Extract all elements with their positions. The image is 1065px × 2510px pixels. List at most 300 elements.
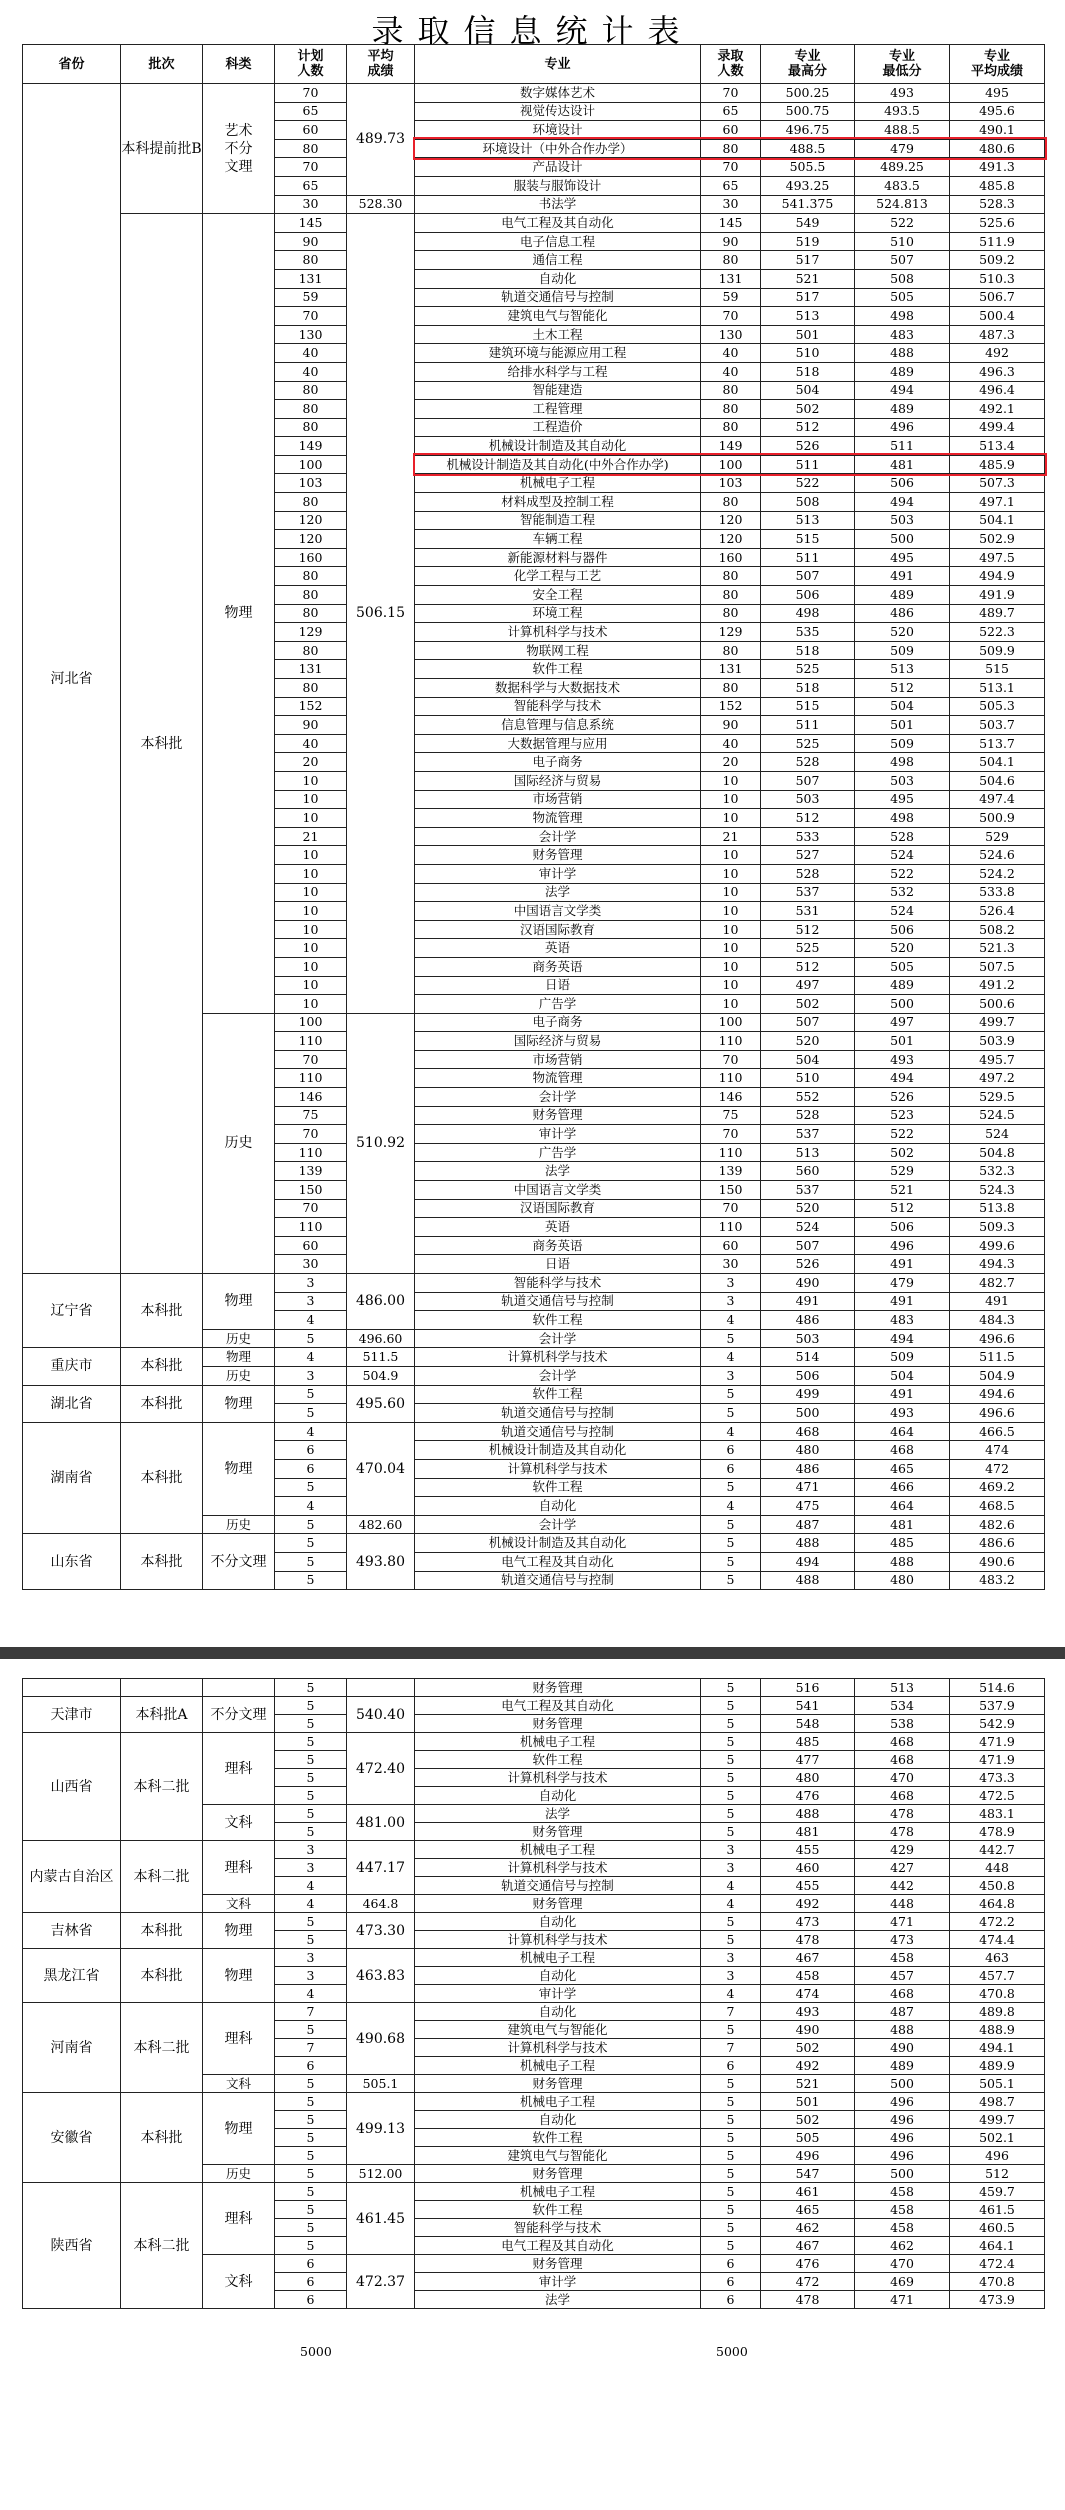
cell-major-avg-score: 496.3 — [950, 362, 1045, 381]
cell-major-avg-score: 485.8 — [950, 176, 1045, 195]
cell-max-score: 505 — [761, 2129, 855, 2147]
cell-max-score: 505.5 — [761, 158, 855, 177]
cell-max-score: 537 — [761, 1125, 855, 1144]
cell-max-score: 528 — [761, 753, 855, 772]
cell-plan-count: 110 — [275, 1143, 347, 1162]
cell-min-score: 429 — [855, 1841, 950, 1859]
cell-min-score: 494 — [855, 381, 950, 400]
cell-plan-count: 5 — [275, 2183, 347, 2201]
cell-plan-count: 3 — [275, 1366, 347, 1385]
cell-admitted-count: 10 — [701, 939, 761, 958]
cell-major: 信息管理与信息系统 — [415, 716, 701, 735]
cell-major: 通信工程 — [415, 251, 701, 270]
cell-major-avg-score: 471.9 — [950, 1733, 1045, 1751]
cell-plan-count: 6 — [275, 2255, 347, 2273]
cell-admitted-count: 129 — [701, 623, 761, 642]
cell-major-avg-score: 506.7 — [950, 288, 1045, 307]
cell-max-score: 485 — [761, 1733, 855, 1751]
cell-major-avg-score: 504.1 — [950, 511, 1045, 530]
cell-max-score: 455 — [761, 1877, 855, 1895]
cell-avg-score: 472.40 — [347, 1733, 415, 1805]
total-plan-count: 5000 — [300, 2344, 332, 2359]
cell-major: 视觉传达设计 — [415, 102, 701, 121]
cell-major-avg-score: 497.2 — [950, 1069, 1045, 1088]
cell-plan-count: 60 — [275, 121, 347, 140]
cell-max-score: 518 — [761, 679, 855, 698]
cell-province: 内蒙古自治区 — [23, 1841, 121, 1913]
cell-min-score: 528 — [855, 827, 950, 846]
cell-min-score: 485 — [855, 1534, 950, 1553]
cell-plan-count: 5 — [275, 1552, 347, 1571]
table-row — [23, 1422, 1045, 1441]
cell-category: 历史 — [203, 1329, 275, 1348]
cell-major: 工程管理 — [415, 400, 701, 419]
cell-min-score: 504 — [855, 1366, 950, 1385]
cell-admitted-count: 80 — [701, 493, 761, 512]
cell-major: 建筑电气与智能化 — [415, 2147, 701, 2165]
cell-plan-count: 70 — [275, 84, 347, 103]
cell-admitted-count: 110 — [701, 1218, 761, 1237]
cell-major: 会计学 — [415, 1515, 701, 1534]
cell-plan-count: 129 — [275, 623, 347, 642]
cell-major: 财务管理 — [415, 846, 701, 865]
cell-plan-count: 5 — [275, 2111, 347, 2129]
cell-max-score: 537 — [761, 1181, 855, 1200]
cell-batch: 本科提前批B — [121, 84, 203, 214]
cell-min-score: 501 — [855, 716, 950, 735]
cell-category: 物理 — [203, 2093, 275, 2165]
cell-major: 计算机科学与技术 — [415, 1769, 701, 1787]
cell-admitted-count: 110 — [701, 1032, 761, 1051]
cell-plan-count: 152 — [275, 697, 347, 716]
cell-admitted-count: 6 — [701, 1459, 761, 1478]
table-row — [23, 1348, 1045, 1367]
cell-avg-score: 510.92 — [347, 1013, 415, 1273]
cell-plan-count: 100 — [275, 455, 347, 474]
cell-admitted-count: 21 — [701, 827, 761, 846]
cell-category: 物理 — [203, 1422, 275, 1515]
cell-plan-count: 59 — [275, 288, 347, 307]
cell-max-score: 478 — [761, 2291, 855, 2309]
cell-max-score: 498 — [761, 604, 855, 623]
cell-admitted-count: 10 — [701, 902, 761, 921]
cell-province: 天津市 — [23, 1697, 121, 1733]
cell-max-score: 517 — [761, 288, 855, 307]
cell-min-score: 491 — [855, 1385, 950, 1404]
cell-plan-count: 80 — [275, 418, 347, 437]
cell-major-avg-score: 524.6 — [950, 846, 1045, 865]
cell-plan-count: 5 — [275, 2075, 347, 2093]
cell-admitted-count: 5 — [701, 2201, 761, 2219]
cell-province: 山西省 — [23, 1733, 121, 1841]
cell-avg-score: 461.45 — [347, 2183, 415, 2255]
cell-min-score: 458 — [855, 2201, 950, 2219]
cell-major: 智能制造工程 — [415, 511, 701, 530]
cell-plan-count: 120 — [275, 530, 347, 549]
cell-major: 审计学 — [415, 1985, 701, 2003]
cell-major-avg-score: 526.4 — [950, 902, 1045, 921]
cell-min-score: 487 — [855, 2003, 950, 2021]
cell-min-score: 506 — [855, 920, 950, 939]
cell-admitted-count: 5 — [701, 1913, 761, 1931]
cell-major-avg-score: 471.9 — [950, 1751, 1045, 1769]
page-divider — [0, 1647, 1065, 1659]
cell-admitted-count: 80 — [701, 418, 761, 437]
cell-max-score: 517 — [761, 251, 855, 270]
cell-max-score: 549 — [761, 214, 855, 233]
cell-category: 文科 — [203, 1805, 275, 1841]
cell-major-avg-score: 529.5 — [950, 1088, 1045, 1107]
cell-major: 机械电子工程 — [415, 2057, 701, 2075]
cell-min-score: 503 — [855, 511, 950, 530]
cell-plan-count: 40 — [275, 362, 347, 381]
cell-admitted-count: 70 — [701, 1050, 761, 1069]
cell-min-score: 470 — [855, 2255, 950, 2273]
cell-batch: 本科批 — [121, 2093, 203, 2183]
page-title: 录取信息统计表 — [371, 12, 694, 50]
cell-min-score: 494 — [855, 493, 950, 512]
cell-plan-count: 5 — [275, 2093, 347, 2111]
cell-major-avg-score: 513.1 — [950, 679, 1045, 698]
table-row — [23, 1679, 1045, 1697]
cell-max-score: 527 — [761, 846, 855, 865]
cell-min-score: 458 — [855, 2219, 950, 2237]
cell-min-score: 464 — [855, 1422, 950, 1441]
cell-avg-score: 528.30 — [347, 195, 415, 214]
cell-max-score: 502 — [761, 995, 855, 1014]
cell-admitted-count: 10 — [701, 995, 761, 1014]
cell-category: 历史 — [203, 2165, 275, 2183]
cell-major-avg-score: 495.6 — [950, 102, 1045, 121]
cell-min-score: 501 — [855, 1032, 950, 1051]
cell-major-avg-score: 497.5 — [950, 548, 1045, 567]
cell-category: 历史 — [203, 1515, 275, 1534]
cell-min-score: 521 — [855, 1181, 950, 1200]
cell-min-score: 532 — [855, 883, 950, 902]
cell-admitted-count: 7 — [701, 2003, 761, 2021]
cell-max-score: 465 — [761, 2201, 855, 2219]
cell-min-score: 491 — [855, 567, 950, 586]
cell-major-avg-score: 491.2 — [950, 976, 1045, 995]
cell-min-score: 493.5 — [855, 102, 950, 121]
cell-min-score: 489 — [855, 400, 950, 419]
cell-major: 财务管理 — [415, 2165, 701, 2183]
cell-batch: 本科二批 — [121, 1841, 203, 1913]
cell-admitted-count: 10 — [701, 771, 761, 790]
cell-major-avg-score: 504.6 — [950, 771, 1045, 790]
cell-major-avg-score: 533.8 — [950, 883, 1045, 902]
cell-admitted-count: 10 — [701, 883, 761, 902]
cell-plan-count: 4 — [275, 1895, 347, 1913]
cell-min-score: 488 — [855, 344, 950, 363]
cell-min-score: 498 — [855, 307, 950, 326]
cell-province: 黑龙江省 — [23, 1949, 121, 2003]
cell-province: 湖北省 — [23, 1385, 121, 1422]
cell-max-score: 515 — [761, 697, 855, 716]
cell-max-score: 500.75 — [761, 102, 855, 121]
cell-min-score: 468 — [855, 1733, 950, 1751]
cell-major: 产品设计 — [415, 158, 701, 177]
cell-plan-count: 6 — [275, 1441, 347, 1460]
cell-plan-count: 65 — [275, 176, 347, 195]
cell-max-score: 512 — [761, 418, 855, 437]
cell-max-score: 518 — [761, 362, 855, 381]
cell-major-avg-score: 511.9 — [950, 232, 1045, 251]
cell-plan-count: 10 — [275, 864, 347, 883]
cell-major: 软件工程 — [415, 1751, 701, 1769]
cell-major: 机械电子工程 — [415, 2093, 701, 2111]
cell-admitted-count: 10 — [701, 976, 761, 995]
cell-plan-count: 70 — [275, 1199, 347, 1218]
cell-major-avg-score: 528.3 — [950, 195, 1045, 214]
cell-admitted-count: 5 — [701, 1329, 761, 1348]
table-row — [23, 2183, 1045, 2201]
cell-min-score: 462 — [855, 2237, 950, 2255]
cell-major-avg-score: 487.3 — [950, 325, 1045, 344]
cell-major-avg-score: 491.9 — [950, 586, 1045, 605]
cell-admitted-count: 65 — [701, 102, 761, 121]
cell-plan-count: 30 — [275, 1255, 347, 1274]
cell-max-score: 501 — [761, 325, 855, 344]
cell-category: 历史 — [203, 1366, 275, 1385]
cell-major: 轨道交通信号与控制 — [415, 1404, 701, 1423]
cell-max-score: 521 — [761, 269, 855, 288]
cell-major-avg-score: 529 — [950, 827, 1045, 846]
cell-major-avg-score: 490.1 — [950, 121, 1045, 140]
cell-major-avg-score: 489.8 — [950, 2003, 1045, 2021]
cell-max-score: 531 — [761, 902, 855, 921]
cell-major-avg-score: 496.6 — [950, 1329, 1045, 1348]
cell-plan-count: 80 — [275, 400, 347, 419]
cell-major-avg-score: 494.3 — [950, 1255, 1045, 1274]
cell-major: 中国语言文学类 — [415, 1181, 701, 1200]
cell-major: 电气工程及其自动化 — [415, 1697, 701, 1715]
cell-plan-count: 5 — [275, 1931, 347, 1949]
table-row — [23, 1949, 1045, 1967]
cell-plan-count: 6 — [275, 2273, 347, 2291]
cell-max-score: 506 — [761, 586, 855, 605]
cell-min-score: 498 — [855, 809, 950, 828]
cell-max-score: 488 — [761, 1534, 855, 1553]
cell-admitted-count: 5 — [701, 2183, 761, 2201]
cell-admitted-count: 5 — [701, 1805, 761, 1823]
cell-min-score: 503 — [855, 771, 950, 790]
cell-min-score: 520 — [855, 623, 950, 642]
cell-category: 物理 — [203, 1385, 275, 1422]
cell-plan-count: 120 — [275, 511, 347, 530]
cell-max-score: 502 — [761, 2111, 855, 2129]
cell-province: 辽宁省 — [23, 1274, 121, 1348]
cell-plan-count: 150 — [275, 1181, 347, 1200]
cell-major: 审计学 — [415, 864, 701, 883]
cell-major-avg-score: 492 — [950, 344, 1045, 363]
cell-plan-count: 70 — [275, 1125, 347, 1144]
cell-major: 智能科学与技术 — [415, 1274, 701, 1293]
cell-max-score: 502 — [761, 400, 855, 419]
cell-major-avg-score: 448 — [950, 1859, 1045, 1877]
cell-min-score: 486 — [855, 604, 950, 623]
cell-max-score: 473 — [761, 1913, 855, 1931]
cell-min-score: 508 — [855, 269, 950, 288]
cell-min-score: 491 — [855, 1255, 950, 1274]
cell-major-avg-score: 464.1 — [950, 2237, 1045, 2255]
cell-max-score: 486 — [761, 1311, 855, 1330]
cell-admitted-count: 4 — [701, 1877, 761, 1895]
cell-max-score: 499 — [761, 1385, 855, 1404]
cell-plan-count: 110 — [275, 1069, 347, 1088]
cell-major-avg-score: 478.9 — [950, 1823, 1045, 1841]
header-batch: 批次 — [121, 45, 203, 84]
cell-major-avg-score: 498.7 — [950, 2093, 1045, 2111]
cell-avg-score: 470.04 — [347, 1422, 415, 1515]
cell-major-avg-score: 472 — [950, 1459, 1045, 1478]
cell-avg-score: 504.9 — [347, 1366, 415, 1385]
cell-province — [23, 1679, 121, 1697]
cell-max-score: 513 — [761, 1143, 855, 1162]
cell-major: 市场营销 — [415, 790, 701, 809]
table-row — [23, 1841, 1045, 1859]
cell-major: 自动化 — [415, 2003, 701, 2021]
cell-major: 服装与服饰设计 — [415, 176, 701, 195]
cell-max-score: 492 — [761, 1895, 855, 1913]
cell-admitted-count: 10 — [701, 864, 761, 883]
cell-max-score: 477 — [761, 1751, 855, 1769]
cell-plan-count: 4 — [275, 1985, 347, 2003]
cell-admitted-count: 4 — [701, 1497, 761, 1516]
cell-min-score: 494 — [855, 1069, 950, 1088]
cell-min-score: 471 — [855, 2291, 950, 2309]
cell-major-avg-score: 466.5 — [950, 1422, 1045, 1441]
cell-plan-count: 3 — [275, 1949, 347, 1967]
cell-max-score: 537 — [761, 883, 855, 902]
cell-major-avg-score: 503.7 — [950, 716, 1045, 735]
cell-major: 电子信息工程 — [415, 232, 701, 251]
cell-major: 自动化 — [415, 269, 701, 288]
cell-min-score: 506 — [855, 1218, 950, 1237]
cell-major: 自动化 — [415, 1497, 701, 1516]
cell-min-score: 468 — [855, 1441, 950, 1460]
cell-admitted-count: 40 — [701, 344, 761, 363]
cell-admitted-count: 5 — [701, 2129, 761, 2147]
cell-major-avg-score: 532.3 — [950, 1162, 1045, 1181]
cell-plan-count: 80 — [275, 139, 347, 158]
cell-major-avg-score: 504.1 — [950, 753, 1045, 772]
cell-major: 土木工程 — [415, 325, 701, 344]
cell-plan-count: 7 — [275, 2039, 347, 2057]
cell-admitted-count: 80 — [701, 586, 761, 605]
cell-max-score: 496.75 — [761, 121, 855, 140]
cell-admitted-count: 5 — [701, 2021, 761, 2039]
cell-major-avg-score: 500.4 — [950, 307, 1045, 326]
cell-major: 新能源材料与器件 — [415, 548, 701, 567]
cell-plan-count: 80 — [275, 381, 347, 400]
cell-plan-count: 10 — [275, 902, 347, 921]
cell-admitted-count: 120 — [701, 530, 761, 549]
cell-admitted-count: 10 — [701, 957, 761, 976]
cell-min-score: 478 — [855, 1805, 950, 1823]
cell-plan-count: 80 — [275, 251, 347, 270]
cell-max-score: 468 — [761, 1422, 855, 1441]
cell-min-score: 448 — [855, 1895, 950, 1913]
cell-min-score: 520 — [855, 939, 950, 958]
cell-min-score: 512 — [855, 679, 950, 698]
cell-admitted-count: 110 — [701, 1069, 761, 1088]
cell-plan-count: 130 — [275, 325, 347, 344]
cell-avg-score: 489.73 — [347, 84, 415, 196]
cell-max-score: 547 — [761, 2165, 855, 2183]
cell-admitted-count: 131 — [701, 269, 761, 288]
cell-plan-count: 10 — [275, 809, 347, 828]
cell-batch: 本科批 — [121, 1534, 203, 1590]
cell-max-score: 506 — [761, 1366, 855, 1385]
cell-major-avg-score: 510.3 — [950, 269, 1045, 288]
cell-major: 软件工程 — [415, 1478, 701, 1497]
cell-plan-count: 5 — [275, 1751, 347, 1769]
cell-max-score: 510 — [761, 344, 855, 363]
cell-min-score: 496 — [855, 2129, 950, 2147]
cell-batch: 本科批 — [121, 1913, 203, 1949]
cell-admitted-count: 10 — [701, 920, 761, 939]
cell-max-score: 474 — [761, 1985, 855, 2003]
cell-avg-score: 506.15 — [347, 214, 415, 1014]
cell-major: 车辆工程 — [415, 530, 701, 549]
cell-major-avg-score: 488.9 — [950, 2021, 1045, 2039]
cell-admitted-count: 60 — [701, 121, 761, 140]
cell-admitted-count: 30 — [701, 195, 761, 214]
cell-major-avg-score: 472.2 — [950, 1913, 1045, 1931]
cell-admitted-count: 5 — [701, 1751, 761, 1769]
cell-category: 物理 — [203, 1274, 275, 1330]
cell-major-avg-score: 484.3 — [950, 1311, 1045, 1330]
cell-avg-score: 464.8 — [347, 1895, 415, 1913]
cell-max-score: 467 — [761, 1949, 855, 1967]
highlight-box-env-design-coop — [413, 137, 1048, 160]
cell-batch: 本科批 — [121, 1348, 203, 1385]
cell-plan-count: 5 — [275, 1515, 347, 1534]
cell-min-score: 498 — [855, 753, 950, 772]
cell-major: 财务管理 — [415, 1679, 701, 1697]
cell-major: 审计学 — [415, 2273, 701, 2291]
cell-major-avg-score: 482.7 — [950, 1274, 1045, 1293]
cell-admitted-count: 139 — [701, 1162, 761, 1181]
cell-admitted-count: 100 — [701, 455, 761, 474]
cell-major-avg-score: 508.2 — [950, 920, 1045, 939]
cell-plan-count: 110 — [275, 1218, 347, 1237]
cell-category: 文科 — [203, 1895, 275, 1913]
cell-major: 机械电子工程 — [415, 1949, 701, 1967]
cell-major: 国际经济与贸易 — [415, 771, 701, 790]
table-row — [23, 2093, 1045, 2111]
cell-max-score: 503 — [761, 1329, 855, 1348]
cell-admitted-count: 4 — [701, 1422, 761, 1441]
cell-admitted-count: 60 — [701, 1236, 761, 1255]
cell-max-score: 490 — [761, 2021, 855, 2039]
cell-max-score: 526 — [761, 437, 855, 456]
cell-category: 理科 — [203, 2183, 275, 2255]
cell-major-avg-score: 450.8 — [950, 1877, 1045, 1895]
cell-major-avg-score: 463 — [950, 1949, 1045, 1967]
cell-admitted-count: 3 — [701, 1967, 761, 1985]
cell-max-score: 528 — [761, 864, 855, 883]
cell-major-avg-score: 509.2 — [950, 251, 1045, 270]
cell-plan-count: 4 — [275, 1877, 347, 1895]
cell-plan-count: 80 — [275, 493, 347, 512]
cell-batch: 本科批 — [121, 214, 203, 1274]
cell-min-score: 495 — [855, 548, 950, 567]
cell-plan-count: 5 — [275, 1823, 347, 1841]
cell-min-score: 496 — [855, 2111, 950, 2129]
cell-max-score: 511 — [761, 716, 855, 735]
